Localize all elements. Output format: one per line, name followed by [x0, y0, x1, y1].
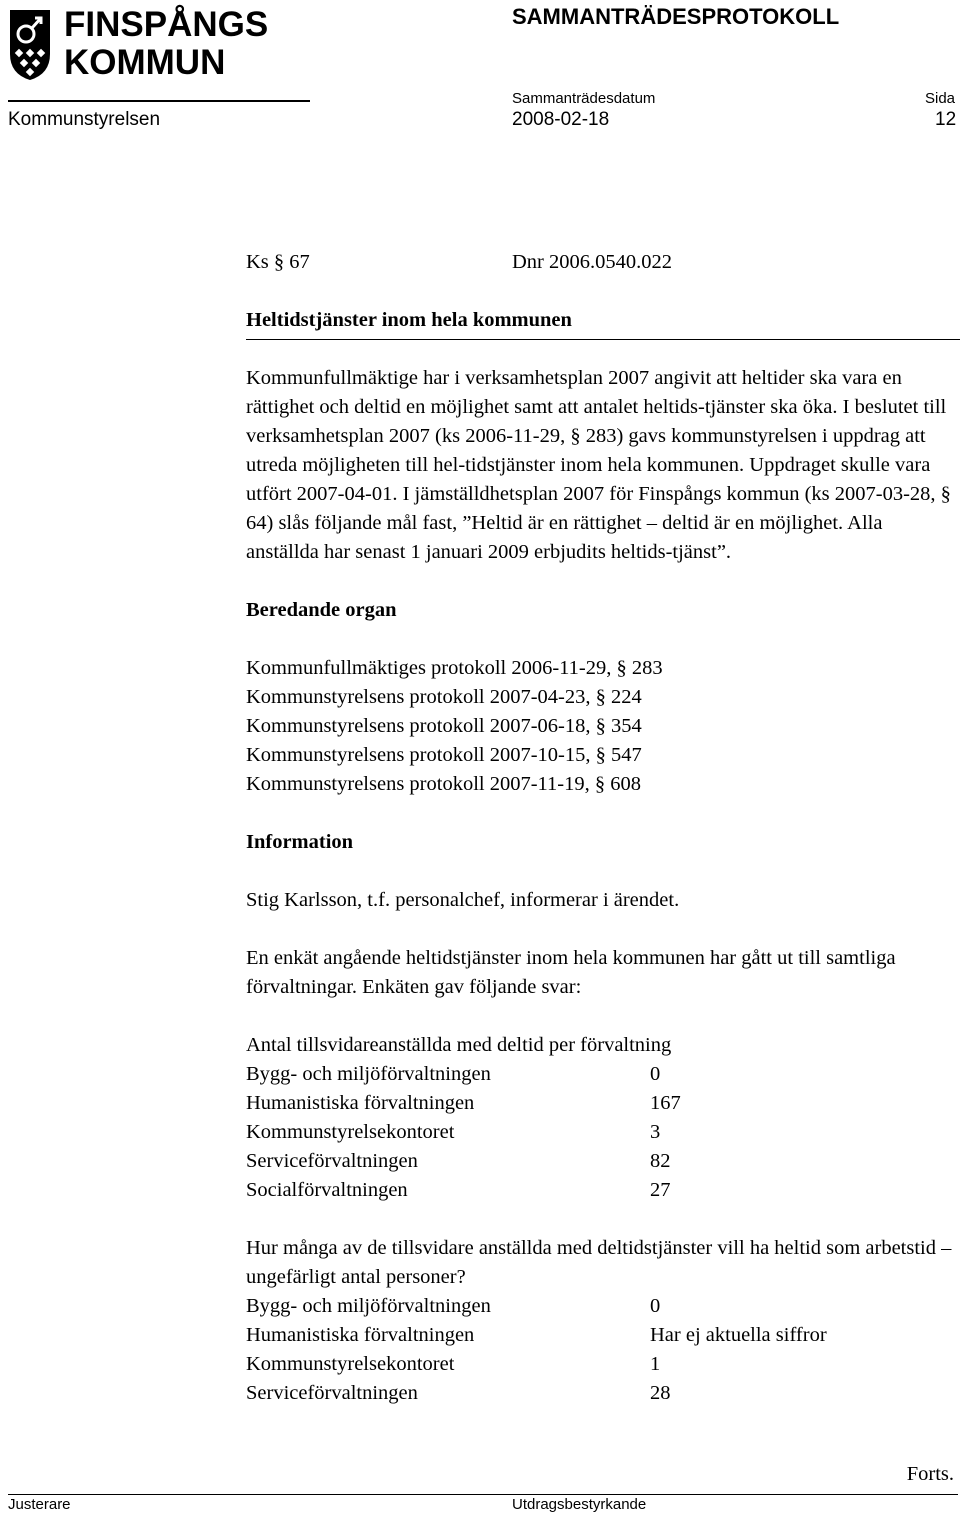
diary-number: Dnr 2006.0540.022 — [512, 251, 673, 273]
protocol-body — [246, 248, 958, 1408]
survey-table-parttime — [246, 1031, 958, 1205]
coat-of-arms-icon — [8, 8, 52, 82]
table-row — [246, 1060, 958, 1089]
information-presenter: Stig Karlsson, t.f. personalchef, informerar i ärendet. — [246, 889, 680, 911]
list-item: Kommunstyrelsens protokoll 2007-06-18, § 354 — [246, 715, 642, 737]
department-name: Bygg- och miljöförvaltningen — [246, 1063, 491, 1085]
department-value: 28 — [650, 1382, 671, 1404]
beredande-list — [246, 654, 958, 799]
department-name: Humanistiska förvaltningen — [246, 1092, 475, 1114]
department-value: 82 — [650, 1150, 671, 1172]
title-rule — [246, 339, 960, 340]
department-value: 1 — [650, 1353, 661, 1375]
municipality-logo — [8, 6, 308, 84]
information-heading: Information — [246, 831, 354, 853]
logo-text-line1: FINSPÅNGS — [64, 5, 269, 44]
case-title: Heltidstjänster inom hela kommunen — [246, 309, 572, 331]
list-item: Kommunstyrelsens protokoll 2007-10-15, § 547 — [246, 744, 642, 766]
department-name: Serviceförvaltningen — [246, 1150, 418, 1172]
department-value: 3 — [650, 1121, 661, 1143]
list-item: Kommunstyrelsens protokoll 2007-11-19, § 608 — [246, 773, 641, 795]
department-value: 0 — [650, 1063, 661, 1085]
table-row — [246, 1089, 958, 1118]
table-row — [246, 1118, 958, 1147]
case-reference — [246, 248, 958, 277]
date-label: Sammanträdesdatum — [512, 90, 656, 107]
list-item: Kommunstyrelsens protokoll 2007-04-23, § 224 — [246, 686, 642, 708]
header-rule — [8, 100, 310, 102]
table-row — [246, 1176, 958, 1205]
body-name: Kommunstyrelsen — [8, 109, 161, 130]
case-description: Kommunfullmäktige har i verksamhetsplan 2007 angivit att heltider ska vara en rättighet och deltid en möjlighet samt att antalet heltids-tjänster ska öka. I beslutet till verksamhetsplan 2007 (ks 2006-11-29, § 283) gavs kommunstyrelsen i uppdrag att utreda möjligheten till hel-tidstjänster inom hela kommunen. Uppdraget skulle vara utfört 2007-04-01. I jämställdhetsplan 2007 för Finspångs kommun (ks 2007-03-28, § 64) slås följande mål fast, ”Heltid är en rättighet – deltid är en möjlighet. Alla anställda har senast 1 januari 2009 erbjudits heltids-tjänst”. — [246, 367, 951, 563]
department-name: Humanistiska förvaltningen — [246, 1324, 475, 1346]
department-value: 27 — [650, 1179, 671, 1201]
meeting-date: 2008-02-18 — [512, 109, 610, 130]
department-value: 167 — [650, 1092, 681, 1114]
department-name: Kommunstyrelsekontoret — [246, 1353, 455, 1375]
table-row — [246, 1379, 958, 1408]
beredande-heading: Beredande organ — [246, 599, 397, 621]
table-row — [246, 1292, 958, 1321]
page-number: 12 — [935, 109, 957, 130]
table-row — [246, 1321, 958, 1350]
department-name: Socialförvaltningen — [246, 1179, 408, 1201]
table-row — [246, 1350, 958, 1379]
department-name: Bygg- och miljöförvaltningen — [246, 1295, 491, 1317]
logo-text-line2: KOMMUN — [64, 43, 226, 82]
list-item: Kommunfullmäktiges protokoll 2006-11-29, § 283 — [246, 657, 663, 679]
utdragsbestyrkande-label: Utdragsbestyrkande — [512, 1496, 647, 1513]
department-name: Serviceförvaltningen — [246, 1382, 418, 1404]
department-name: Kommunstyrelsekontoret — [246, 1121, 455, 1143]
continued-marker: Forts. — [906, 1463, 954, 1485]
survey-intro: En enkät angående heltidstjänster inom hela kommunen har gått ut till samtliga förvaltningar. Enkäten gav följande svar: — [246, 947, 896, 998]
table-title: Hur många av de tillsvidare anställda med deltidstjänster vill ha heltid som arbetstid – ungefärligt antal personer? — [246, 1237, 952, 1288]
table-row — [246, 1147, 958, 1176]
page-label: Sida — [925, 90, 956, 107]
table-title: Antal tillsvidareanställda med deltid per förvaltning — [246, 1034, 672, 1056]
footer-rule — [8, 1494, 958, 1495]
document-title: SAMMANTRÄDESPROTOKOLL — [512, 4, 840, 29]
department-value: 0 — [650, 1295, 661, 1317]
department-value: Har ej aktuella siffror — [650, 1324, 827, 1346]
justerare-label: Justerare — [8, 1496, 71, 1513]
survey-table-fulltime-wish — [246, 1234, 958, 1408]
case-number: Ks § 67 — [246, 251, 310, 273]
